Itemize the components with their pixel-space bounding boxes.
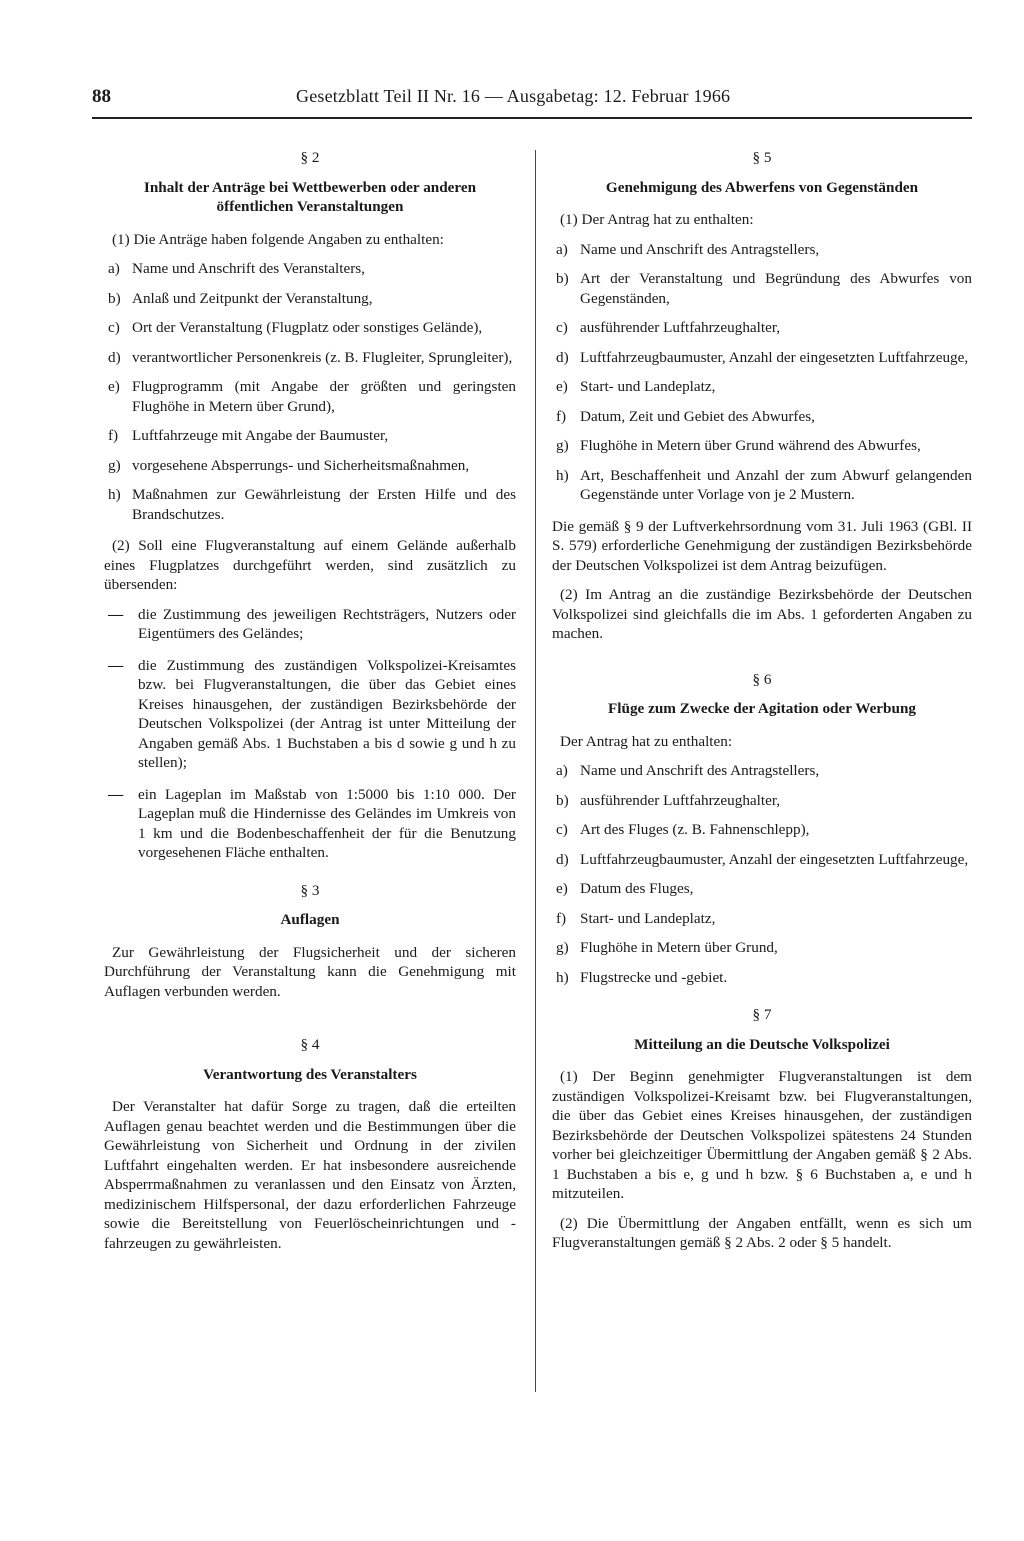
section-number-2: § 2 — [300, 149, 320, 166]
column-divider — [535, 150, 536, 1392]
s5-p2: (2) Im Antrag an die zuständige Bezirksbehörde der Deutschen Volkspolizei sind gleichfalls die im Abs. 1 geforderten Angaben zu machen. — [552, 586, 972, 642]
section-number-7: § 7 — [752, 1006, 772, 1023]
section-title-5: Genehmigung des Abwerfens von Gegenständen — [605, 178, 919, 196]
page-header — [92, 86, 972, 114]
item-text: Luftfahrzeugbaumuster, Anzahl der eingesetzten Luftfahrzeuge, — [580, 348, 969, 366]
list-item — [552, 240, 972, 260]
section-title-3: Auflagen — [280, 911, 340, 928]
dash-marker: — — [108, 785, 124, 803]
list-item — [552, 466, 972, 505]
item-text: ein Lageplan im Maßstab von 1:5000 bis 1:10 000. Der Lageplan muß die Hindernisse des Geländes im Umkreis von 1 km und die Bodenbeschaffenheit der für die Benutzung vorgesehenen Fläche enthalten. — [138, 785, 516, 861]
section-number-5: § 5 — [752, 149, 772, 166]
item-label: f) — [556, 909, 567, 927]
list-item — [552, 348, 972, 368]
item-text: Art der Veranstaltung und Begründung des Abwurfes von Gegenständen, — [580, 270, 972, 307]
section-number-4: § 4 — [300, 1036, 320, 1053]
item-label: e) — [108, 378, 120, 395]
item-text: Name und Anschrift des Antragstellers, — [580, 240, 820, 258]
item-label: h) — [556, 968, 569, 986]
item-label: d) — [108, 348, 121, 366]
item-text: Anlaß und Zeitpunkt der Veranstaltung, — [132, 289, 373, 307]
item-label: c) — [108, 319, 120, 336]
item-label: b) — [556, 791, 569, 809]
dash-marker: — — [108, 605, 124, 623]
header-rule — [92, 117, 972, 119]
section-title-6: Flüge zum Zwecke der Agitation oder Werbung — [608, 700, 916, 717]
list-item — [552, 820, 972, 840]
list-item — [552, 377, 972, 397]
item-text: ausführender Luftfahrzeughalter, — [580, 319, 781, 336]
item-label: f) — [556, 407, 567, 425]
list-item — [552, 879, 972, 899]
item-text: die Zustimmung des zuständigen Volkspolizei-Kreisamtes bzw. bei Flugveranstaltungen, die über das Gebiet eines Kreises hinausgehen, der zuständigen Bezirksbehörde der Deutschen Volkspolizei (der Antrag ist unter Mitteilung der Angaben gemäß Abs. 1 Buchstaben a bis d sowie g und h zu stellen); — [138, 656, 516, 771]
s4-text: Der Veranstalter hat dafür Sorge zu tragen, daß die erteilten Auflagen genau beachtet werden und die Bestimmungen über die Gewährleistung von Sicherheit und Ordnung in der zivilen Luftfahrt eingehalten werden. Er hat insbesondere ausreichende Absperrmaßnahmen zu veranlassen und den Einsatz von Ärzten, medizinischem Hilfspersonal, der dazu erforderlichen Fahrzeuge sowie die Bereitstellung von Feuerlöscheinrichtungen und -fahrzeugen zu gewährleisten. — [104, 1098, 516, 1252]
list-item — [552, 968, 972, 988]
dash-marker: — — [108, 656, 124, 674]
item-text: Flughöhe in Metern über Grund während des Abwurfes, — [580, 437, 921, 454]
item-label: h) — [108, 486, 121, 503]
item-label: g) — [556, 939, 569, 956]
item-label: a) — [108, 260, 120, 277]
publication-title: Gesetzblatt Teil II Nr. 16 — Ausgabetag: 12. Februar 1966 — [296, 86, 731, 106]
s2-p1-intro: (1) Die Anträge haben folgende Angaben zu enthalten: — [112, 230, 444, 248]
s6-list — [552, 761, 972, 987]
item-label: h) — [556, 466, 569, 484]
list-item — [552, 791, 972, 811]
item-text: Art des Fluges (z. B. Fahnenschlepp), — [580, 821, 810, 838]
item-label: a) — [556, 762, 568, 779]
list-item — [104, 318, 516, 338]
list-item — [552, 761, 972, 781]
list-item — [104, 426, 516, 446]
left-column — [104, 148, 516, 1263]
item-text: Flugstrecke und -gebiet. — [580, 968, 728, 986]
list-item — [552, 407, 972, 427]
list-item — [552, 909, 972, 929]
s2-p1-list — [104, 259, 516, 524]
list-item — [104, 485, 516, 524]
section-title-2: Inhalt der Anträge bei Wettbewerben oder anderen öffentlichen Veranstaltungen — [143, 178, 477, 215]
s5-p1-intro: (1) Der Antrag hat zu enthalten: — [560, 211, 754, 228]
item-label: f) — [108, 427, 119, 444]
item-label: c) — [556, 821, 568, 838]
item-text: Luftfahrzeuge mit Angabe der Baumuster, — [132, 427, 389, 444]
item-text: Flugprogramm (mit Angabe der größten und geringsten Flughöhe in Metern über Grund), — [132, 378, 516, 415]
list-item — [552, 269, 972, 308]
item-text: Luftfahrzeugbaumuster, Anzahl der eingesetzten Luftfahrzeuge, — [580, 850, 969, 868]
section-title-4: Verantwortung des Veranstalters — [203, 1065, 417, 1083]
s7-p1: (1) Der Beginn genehmigter Flugveranstaltungen ist dem zuständigen Volkspolizei-Kreisamt bzw. bei Flugveranstaltungen, die über das Gebiet eines Kreises hinausgehen, der zuständigen Bezirksbehörde der Deutschen Volkspolizei spätestens 24 Stunden vorher bei gleichzeitiger Übermittlung der Angaben gemäß § 2 Abs. 1 Buchstaben a bis e, g und h bzw. § 6 Buchstaben a, e und h mitzuteilen. — [552, 1068, 972, 1202]
item-label: d) — [556, 348, 569, 366]
s5-p1-list — [552, 240, 972, 505]
list-item — [104, 377, 516, 416]
item-label: a) — [556, 240, 568, 258]
item-label: e) — [556, 880, 568, 897]
list-item — [104, 605, 516, 644]
list-item — [552, 850, 972, 870]
list-item — [552, 938, 972, 958]
s2-p2-intro: (2) Soll eine Flugveranstaltung auf einem Gelände außerhalb eines Flugplatzes durchgeführt werden, sind zusätzlich zu übersenden: — [104, 537, 516, 593]
page-number: 88 — [92, 86, 111, 107]
s7-p2: (2) Die Übermittlung der Angaben entfällt, wenn es sich um Flugveranstaltungen gemäß § 2 Abs. 2 oder § 5 handelt. — [552, 1214, 972, 1251]
item-label: c) — [556, 319, 568, 336]
list-item — [104, 656, 516, 773]
item-text: ausführender Luftfahrzeughalter, — [580, 791, 781, 809]
item-text: Datum des Fluges, — [580, 880, 694, 897]
list-item — [552, 318, 972, 338]
item-label: g) — [556, 437, 569, 454]
item-text: verantwortlicher Personenkreis (z. B. Flugleiter, Sprungleiter), — [132, 348, 513, 366]
section-number-3: § 3 — [300, 881, 320, 899]
item-text: Start- und Landeplatz, — [580, 378, 716, 395]
list-item — [104, 289, 516, 309]
item-label: b) — [108, 289, 121, 307]
item-text: Start- und Landeplatz, — [580, 909, 716, 927]
item-text: Name und Anschrift des Antragstellers, — [580, 762, 820, 779]
list-item — [104, 785, 516, 863]
item-label: b) — [556, 270, 569, 287]
item-label: d) — [556, 850, 569, 868]
section-title-7: Mitteilung an die Deutsche Volkspolizei — [634, 1035, 890, 1053]
item-label: e) — [556, 378, 568, 395]
s2-p2-list — [104, 605, 516, 863]
item-text: Maßnahmen zur Gewährleistung der Ersten Hilfe und des Brandschutzes. — [132, 486, 516, 523]
item-text: Flughöhe in Metern über Grund, — [580, 939, 778, 956]
item-text: vorgesehene Absperrungs- und Sicherheitsmaßnahmen, — [132, 456, 470, 474]
item-text: die Zustimmung des jeweiligen Rechtsträgers, Nutzers oder Eigentümers des Geländes; — [138, 605, 516, 642]
item-text: Name und Anschrift des Veranstalters, — [132, 260, 365, 277]
s3-text: Zur Gewährleistung der Flugsicherheit und der sicheren Durchführung der Veranstaltung kann die Genehmigung mit Auflagen verbunden werden. — [104, 943, 516, 1000]
list-item — [104, 259, 516, 279]
item-label: g) — [108, 456, 121, 474]
section-number-6: § 6 — [752, 670, 772, 688]
item-text: Art, Beschaffenheit und Anzahl der zum Abwurf gelangenden Gegenstände unter Vorlage von je 2 Mustern. — [580, 466, 972, 503]
list-item — [104, 348, 516, 368]
s6-intro: Der Antrag hat zu enthalten: — [560, 732, 733, 750]
list-item — [104, 456, 516, 476]
right-column — [552, 148, 972, 1263]
item-text: Ort der Veranstaltung (Flugplatz oder sonstiges Gelände), — [132, 319, 483, 336]
item-text: Datum, Zeit und Gebiet des Abwurfes, — [580, 407, 815, 425]
s5-p1-after: Die gemäß § 9 der Luftverkehrsordnung vom 31. Juli 1963 (GBl. II S. 579) erforderliche Genehmigung der zuständigen Bezirksbehörde der Deutschen Volkspolizei ist dem Antrag beizufügen. — [552, 517, 972, 574]
list-item — [552, 436, 972, 456]
